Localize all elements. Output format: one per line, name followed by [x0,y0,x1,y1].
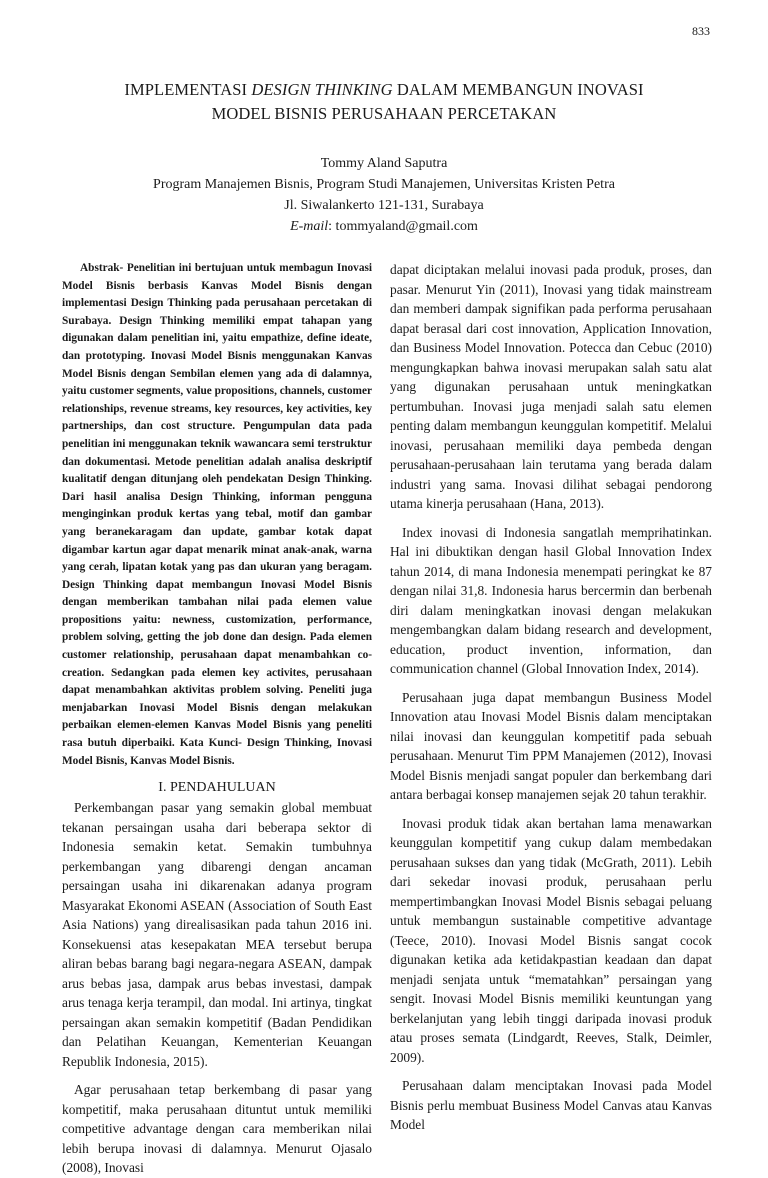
title-text: IMPLEMENTASI [124,80,252,99]
paragraph: Agar perusahaan tetap berkembang di pasar yang kompetitif, maka perusahaan dituntut untuk memiliki competitive advantage dengan cara memberikan nilai lebih berupa inovasi di dalamnya. Menurut Ojasalo (2008), Inovasi [62,1082,372,1176]
paragraph: Index inovasi di Indonesia sangatlah memprihatinkan. Hal ini dibuktikan dengan hasil Global Innovation Index tahun 2014, di mana Indonesia menempati peringkat ke 87 dengan nilai 31,8. Indonesia harus bercermin dan berbenah diri dalam meningkatkan inovasi dengan melakukan mengembangkan dalam bidang research and development, education, product invention, information, dan communication channel (Global Innovation Index, 2014). [390,524,712,676]
author-block [0,153,768,237]
author-name: Tommy Aland Saputra [320,156,448,171]
left-column [62,260,372,1178]
paragraph: Inovasi produk tidak akan bertahan lama menawarkan keunggulan kompetitif yang cukup dalam membedakan perusahaan sukses dan yang tidak (McGrath, 2011). Lebih dari sekedar inovasi produk, perusahaan perlu mempertimbangkan Inovasi Model Bisnis sebagai peluang untuk membangun sustainable competitive advantage (Teece, 2010). Inovasi Model Bisnis sangat cocok digunakan ketika ada ketidakpastian keadaan dan dapat menjadi senjata untuk “mematahkan” persaingan yang sengit. Inovasi Model Bisnis memiliki keuntungan yang berkelanjutan yang lebih tinggi daripada inovasi produk atau proses semata (Lindgardt, Reeves, Stalk, Deimler, 2009). [390,815,712,1065]
author-affiliation: Program Manajemen Bisnis, Program Studi Manajemen, Universitas Kristen Petra [153,177,615,192]
paragraph: Perusahaan dalam menciptakan Inovasi pada Model Bisnis perlu membuat Business Model Canvas atau Kanvas Model [390,1078,712,1132]
title-line-2: MODEL BISNIS PERUSAHAAN PERCETAKAN [211,104,557,123]
title-italic-text: DESIGN THINKING [251,80,393,99]
section-heading: I. PENDAHULUAN [158,780,276,796]
title-line-1 [0,78,768,102]
abstract: Abstrak- Penelitian ini bertujuan untuk membagun Inovasi Model Bisnis berbasis Kanvas Model Bisnis dengan implementasi Design Thinking pada perusahaan percetakan di Surabaya. Design Thinking memiliki empat tahapan yang digunakan dalam penelitian ini, yaitu empathize, define ideate, dan prototyping. Inovasi Model Bisnis menggunakan Kanvas Model Bisnis dengan Sembilan elemen yang ada di dalamnya, yaitu customer segments, value propositions, channels, customer relationships, revenue streams, key resources, key activities, key partnerships, dan cost structure. Pengumpulan data pada penelitian ini menggunakan teknik wawancara semi terstruktur dan dokumentasi. Metode penelitian adalah analisa deskriptif kualitatif dengan ditunjang oleh pendekatan Design Thinking. Dari hasil analisa Design Thinking, informan pengguna menginginkan produk kertas yang tebal, motif dan gambar yang beranekaragam dan update, gambar kotak dapat digambar kartun agar dapat menarik minat anak-anak, warna yang cerah, lipatan kotak yang pas dan ukuran yang beragam. Design Thinking dapat membangun Inovasi Model Bisnis dengan memberikan tambahan nilai pada elemen value propositions yaitu: newness, customization, performance, problem solving, getting the job done dan design. Pada elemen customer relationship, perusahaan dapat menambahkan co-creation. Sedangkan pada elemen key activites, perusahaan dapat menambahkan aktivitas problem solving. Peneliti juga menjabarkan Inovasi Model Bisnis dengan melakukan perbaikan elemen-elemen Kanvas Model Bisnis yang peneliti rasa butuh diperbaiki. Kata Kunci- Design Thinking, Inovasi Model Bisnis, Kanvas Model Bisnis. [62,262,372,767]
email-value: : tommyaland@gmail.com [328,219,478,234]
title-text: DALAM MEMBANGUN INOVASI [392,80,644,99]
page-number: 833 [692,24,710,38]
right-column [390,260,712,1144]
email-label: E-mail [290,219,329,234]
author-address: Jl. Siwalankerto 121-131, Surabaya [284,198,484,213]
author-email [0,216,768,237]
paragraph: Perkembangan pasar yang semakin global membuat tekanan persaingan usaha dari beberapa sektor di Indonesia semakin ketat. Semakin tumbuhnya perkembangan yang dibarengi dengan ancaman persaingan usaha ini dikarenakan adanya program Masyarakat Ekonomi ASEAN (Association of South East Asia Nations) yang direalisasikan pada tahun 2016 ini. Konsekuensi atas kesepakatan MEA tersebut berupa aliran bebas barang bagi negara-negara ASEAN, dampak arus bebas jasa, dampak arus bebas investasi, dampak arus tenaga kerja terampil, dan modal. Ini artinya, tingkat persaingan akan semakin kompetitif (Badan Pendidikan dan Pelatihan Keuangan, Kementerian Keuangan Republik Indonesia, 2015). [62,800,372,1069]
paragraph: Perusahaan juga dapat membangun Business Model Innovation atau Inovasi Model Bisnis dalam menciptakan nilai inovasi dan keunggulan kompetitif pada sebuah perusahaan. Menurut Tim PPM Manajemen (2012), Inovasi Model Bisnis menjadi sangat populer dan berkembang dari antara berbagai konsep manajemen sejak 20 tahun terakhir. [390,689,712,802]
paper-title [0,78,768,126]
paragraph: dapat diciptakan melalui inovasi pada produk, proses, dan pasar. Menurut Yin (2011), Inovasi yang tidak mainstream dan memberi dampak signifikan pada performa perusahaan dapat berasal dari cost innovation, Application Innovation, dan Business Model Innovation. Potecca dan Cebuc (2010) mengungkapkan bahwa inovasi merupakan salah satu alat yang digunakan perusahaan untuk meningkatkan pertumbuhan. Inovasi juga menjadi salah satu elemen penting dalam membangun keunggulan kompetitif. Melalui inovasi, perusahaan memiliki daya pembeda dengan perusahaan-perusahaan lain terutama yang berada dalam industri yang sama. Inovasi dilihat sebagai pendorong utama kinerja perusahaan (Hana, 2013). [390,262,712,511]
